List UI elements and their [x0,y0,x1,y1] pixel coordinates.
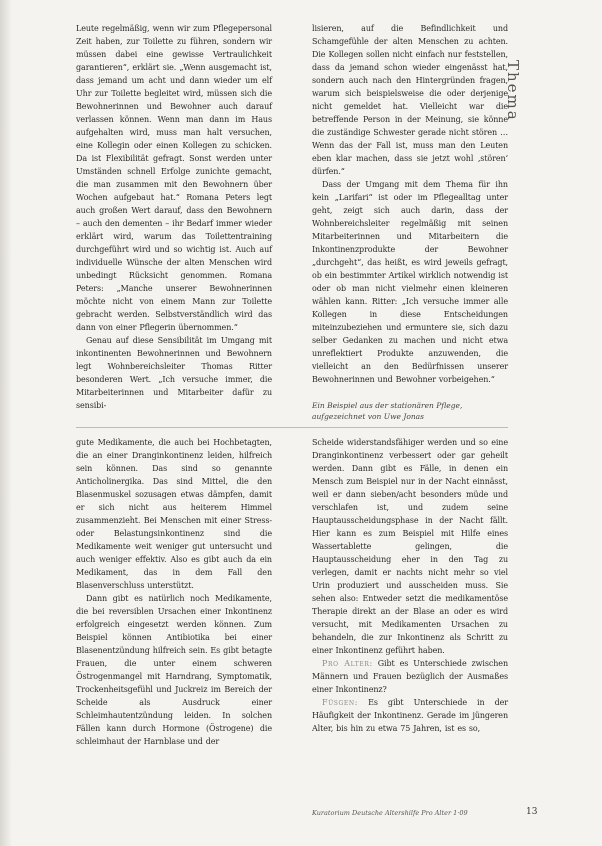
bottom-left-column [76,436,272,748]
top-left-column [76,22,272,412]
paragraph: Scheide widerstandsfähiger werden und so eine Dranginkontinenz verbessert oder gar geheilt werden. Dann gibt es Fälle, in denen ein Mensch zum Beispiel nur in der Nacht einnässt, weil er dann sieben/acht besonders müde und verschlafen ist, und zudem seine Hauptausscheidungsphase in der Nacht fällt. Hier kann es zum Beispiel mit Hilfe eines Wassertablette gelingen, die Hauptausscheidung eher in den Tag zu verlegen, damit er nachts nicht mehr so viel Urin produziert und ausscheiden muss. Sie sehen also: Entweder setzt die medikamentöse Therapie direkt an der Blase an oder es wird versucht, mit Medikamenten Ursachen zu behandeln, die zur Inkontinenz als Schritt zu einer Inkontinenz geführt haben. [312,438,508,655]
article-caption: Ein Beispiel aus der stationären Pflege, aufgezeichnet von Uwe Jonas [312,401,463,421]
answer-lead: Füsgen: [322,698,359,707]
paragraph: Leute regelmäßig, wenn wir zum Pflegepersonal Zeit haben, zur Toilette zu führen, sondern wir müssen dabei eine gewisse Vertraulichkeit garantieren“, erklärt sie. „Wenn ausgemacht ist, dass jemand um acht und dann wieder um elf Uhr zur Toilette begleitet wird, müssen sich die Bewohnerinnen und Bewohner auch darauf verlassen können. Wenn man dann im Haus aufgehalten wird, muss man halt versuchen, eine Kollegin oder einen Kollegen zu schicken. Da ist Flexibilität gefragt. Sonst werden unter Umständen schnell Erfolge zunichte gemacht, die man zusammen mit den Bewohnern über Wochen aufgebaut hat.“ Romana Peters legt auch großen Wert darauf, dass den Bewohnern – auch den dementen – ihr Bedarf immer wieder erklärt wird, warum das Toilettentraining durchgeführt wird und so wichtig ist. Auch auf individuelle Wünsche der alten Menschen wird unbedingt Rücksicht genommen. Romana Peters: „Manche unserer Bewohnerinnen möchte nicht von einem Mann zur Toilette gebracht werden. Selbstverständlich wird das dann von einer Pflegerin übernommen.“ [76,24,272,332]
bottom-right-column [312,436,508,735]
paragraph: lisieren, auf die Befindlichkeit und Schamgefühle der alten Menschen zu achten. Die Kollegen sollen nicht einfach nur feststellen, dass da jemand schon wieder eingenässt hat, sondern auch nach den Hintergründen fragen, warum sich beispielsweise die oder derjenige nicht gemeldet hat. Vielleicht war die betreffende Person in der Meinung, sie könne die zuständige Schwester gerade nicht stören … Wenn das der Fall ist, muss man den Leuten eben klar machen, dass sie jetzt wohl ‚stören‘ dürfen.“ [312,24,508,176]
binding-shadow [0,0,12,846]
answer-text: Es gibt Unterschiede in der Häufigkeit der Inkontinenz. Gerade im jüngeren Alter, bis hin zu etwa 75 Jahren, ist es so, [312,698,508,733]
paragraph: Dass der Umgang mit dem Thema für ihn kein „Larifari“ ist oder im Pflegealltag unter geht, zeigt sich auch darin, dass der Wohnbereichsleiter regelmäßig mit seinen Mitarbeiterinnen und Mitarbeitern die Inkontinenzprodukte der Bewohner „durchgeht“, das heißt, es wird jeweils gefragt, ob ein bestimmter Artikel wirklich notwendig ist oder ob man nicht vielmehr einen kleineren wählen kann. Ritter: „Ich versuche immer alle Kollegen in diese Entscheidungen miteinzubeziehen und ermuntere sie, sich dazu selber Gedanken zu machen und nicht etwa unreflektiert Produkte anzuwenden, die vielleicht an den Bedürfnissen unserer Bewohnerinnen und Bewohner vorbeigehen.“ [312,180,508,384]
paragraph: Genau auf diese Sensibilität im Umgang mit inkontinenten Bewohnerinnen und Bewohnern legt Wohnbereichsleiter Thomas Ritter besonderen Wert. „Ich versuche immer, die Mitarbeiterinnen und Mitarbeiter dafür zu sensibi- [76,336,272,410]
interview-answer [312,696,508,735]
paragraph: Dann gibt es natürlich noch Medikamente, die bei reversiblen Ursachen einer Inkontinenz erfolgreich eingesetzt werden können. Zum Beispiel können Antibiotika bei einer Blasenentzündung hilfreich sein. Es gibt betagte Frauen, die unter einem schweren Östrogenmangel mit Harndrang, Symptomatik, Trockenheitsgefühl und Juckreiz im Bereich der Scheide als Ausdruck einer Schleimhautentzündung leiden. In solchen Fällen kann durch Hormone (Östrogene) die schleimhaut der Harnblase und der [76,594,272,746]
question-lead: Pro Alter: [322,659,373,668]
paragraph: gute Medikamente, die auch bei Hochbetagten, die an einer Dranginkontinenz leiden, hilfreich sein können. Das sind so genannte Anticholinergika. Das sind Mittel, die den Blasenmuskel sozusagen etwas dämpfen, damit er sich nicht aus heiterem Himmel zusammenzieht. Bei Menschen mit einer Stress- oder Belastungsinkontinenz sind die Medikamente weit weniger gut untersucht und auch weniger effektiv. Also es gibt auch da ein Medikament, das in dem Fall den Blasenverschluss unterstützt. [76,438,272,590]
top-right-column [312,22,508,386]
question-text: Gibt es Unterschiede zwischen Männern und Frauen bezüglich der Ausmaßes einer Inkontinenz? [312,659,508,694]
page-footer: Kuratorium Deutsche Altershilfe Pro Alter 1·09 [312,809,468,817]
interview-question [312,657,508,696]
section-label: Thema [504,60,522,122]
section-divider [76,427,508,428]
page-number: 13 [526,807,538,817]
